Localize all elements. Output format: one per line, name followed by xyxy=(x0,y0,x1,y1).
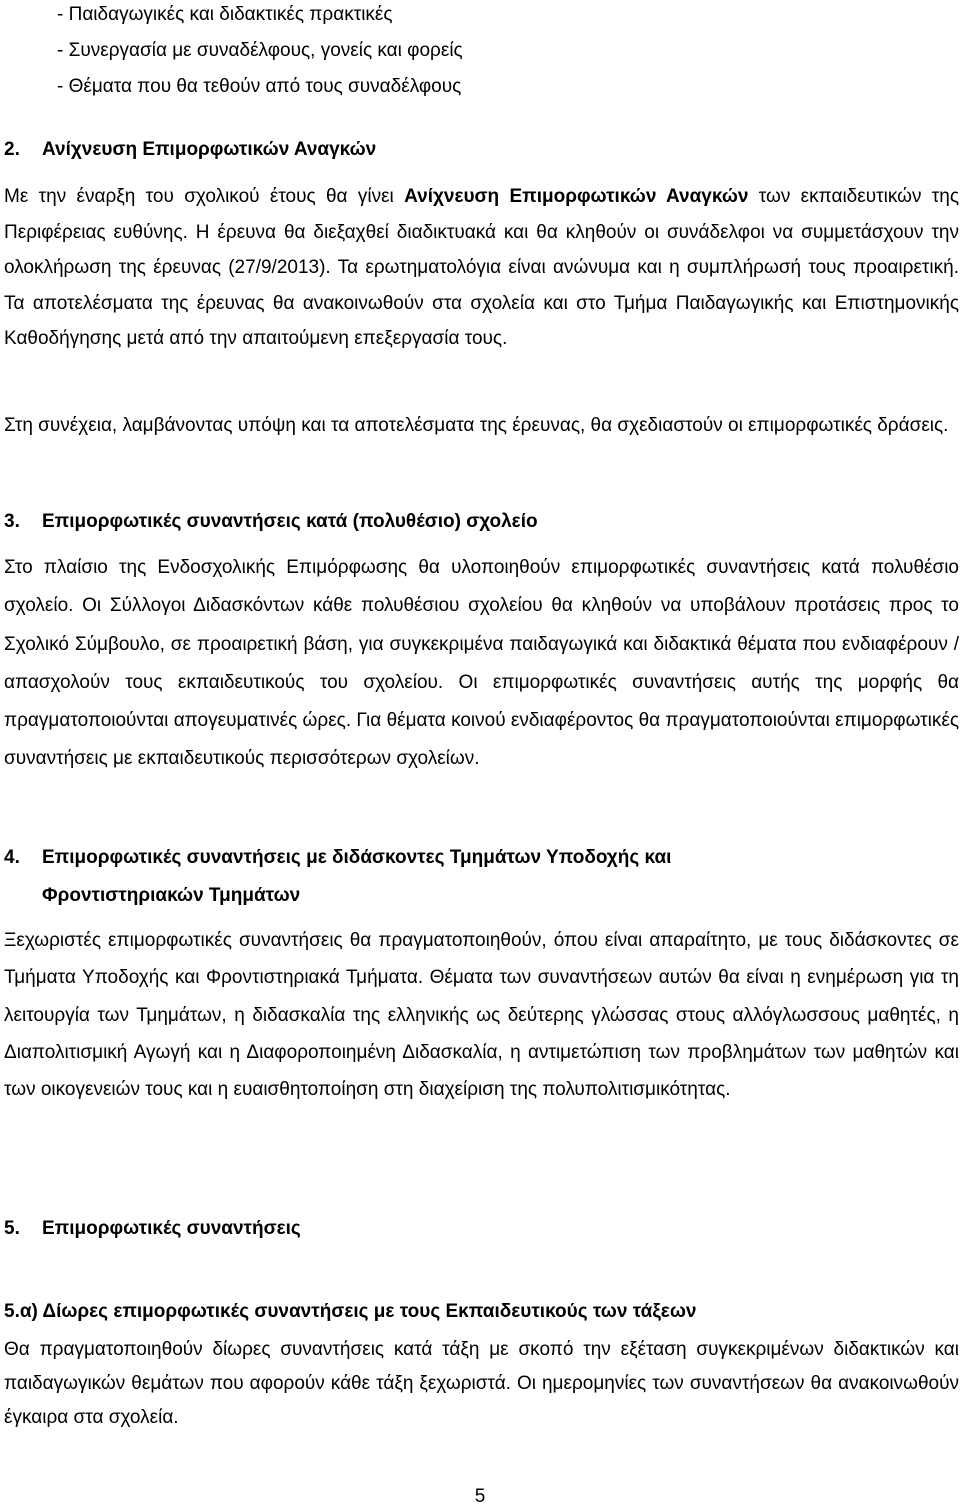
section-2-paragraph-2 xyxy=(4,408,959,444)
bullet-list xyxy=(57,0,937,108)
section-4-paragraph xyxy=(4,922,959,1108)
section-4-heading xyxy=(4,843,671,911)
section-title: 5.α) Δίωρες επιμορφωτικές συναντήσεις με τους Εκπαιδευτικούς των τάξεων xyxy=(4,1301,697,1322)
section-title-continued: Φροντιστηριακών Τμημάτων xyxy=(42,885,301,906)
paragraph-text: Στο πλαίσιο της Ενδοσχολικής Επιμόρφωσης θα υλοποιηθούν επιμορφωτικές συναντήσεις κατά πολυθέσιο σχολείο. Οι Σύλλογοι Διδασκόντων κάθε πολυθέσιου σχολείου θα κληθούν να υποβάλουν προτάσεις προς το Σχολικό Σύμβουλο, σε προαιρετική βάση, για συγκεκριμένα παιδαγωγικά και διδακτικά θέματα που ενδιαφέρουν / απασχολούν τους εκπαιδευτικούς του σχολείου. Οι επιμορφωτικές συναντήσεις αυτής της μορφής θα πραγματοποιούνται απογευματινές ώρες. Για θέματα κοινού ενδιαφέροντος θα πραγματοποιούνται επιμορφωτικές συναντήσεις με εκπαιδευτικούς περισσότερων σχολείων. xyxy=(4,557,959,770)
section-2-paragraph xyxy=(4,179,959,357)
section-3-heading xyxy=(4,507,538,537)
section-5a-heading xyxy=(4,1297,696,1327)
section-5-heading xyxy=(4,1214,301,1244)
paragraph-text: Στη συνέχεια, λαμβάνοντας υπόψη και τα αποτελέσματα της έρευνας, θα σχεδιαστούν οι επιμορφωτικές δράσεις. xyxy=(4,415,949,436)
page-number: 5 xyxy=(474,1486,486,1507)
section-title: Επιμορφωτικές συναντήσεις κατά (πολυθέσιο) σχολείο xyxy=(42,511,538,532)
list-item: - Θέματα που θα τεθούν από τους συναδέλφους xyxy=(57,76,462,97)
section-number: 2. xyxy=(4,139,20,160)
section-number: 3. xyxy=(4,511,20,532)
section-2-heading xyxy=(4,135,376,165)
section-number: 4. xyxy=(4,847,20,868)
section-number: 5. xyxy=(4,1218,20,1239)
section-5a-paragraph xyxy=(4,1333,959,1435)
section-title: Επιμορφωτικές συναντήσεις xyxy=(42,1218,301,1239)
paragraph-text: Θα πραγματοποιηθούν δίωρες συναντήσεις κατά τάξη με σκοπό την εξέταση συγκεκριμένων διδακτικών και παιδαγωγικών θεμάτων που αφορούν κάθε τάξη ξεχωριστά. Οι ημερομηνίες των συναντήσεων θα ανακοινωθούν έγκαιρα στα σχολεία. xyxy=(4,1339,959,1428)
paragraph-text: Ξεχωριστές επιμορφωτικές συναντήσεις θα πραγματοποιηθούν, όπου είναι απαραίτητο, με τους διδάσκοντες σε Τμήματα Υποδοχής και Φροντιστηριακά Τμήματα. Θέματα των συναντήσεων αυτών θα είναι η ενημέρωση για τη λειτουργία των Τμημάτων, η διδασκαλία της ελληνικής ως δεύτερης γλώσσας στους αλλόγλωσσους μαθητές, η Διαπολιτισμική Αγωγή και η Διαφοροποιημένη Διδασκαλία, η αντιμετώπιση των προβλημάτων των μαθητών και των οικογενειών τους και η ευαισθητοποίηση στη διαχείριση της πολυπολιτισμικότητας. xyxy=(4,930,959,1101)
section-title: Ανίχνευση Επιμορφωτικών Αναγκών xyxy=(42,139,377,160)
paragraph-text: των εκπαιδευτικών της Περιφέρειας ευθύνης. Η έρευνα θα διεξαχθεί διαδικτυακά και θα κληθούν οι συνάδελφοι να συμμετάσχουν την ολοκλήρωση της έρευνας (27/9/2013). Τα ερωτηματολόγια είναι ανώνυμα και η συμπλήρωσή τους προαιρετική. Τα αποτελέσματα της έρευνας θα ανακοινωθούν στα σχολεία και στο Τμήμα Παιδαγωγικής και Επιστημονικής Καθοδήγησης μετά από την απαιτούμενη επεξεργασία τους. xyxy=(4,186,960,349)
list-item: - Συνεργασία με συναδέλφους, γονείς και φορείς xyxy=(57,40,463,61)
paragraph-text: Με την έναρξη του σχολικού έτους θα γίνει xyxy=(4,186,405,207)
section-3-paragraph xyxy=(4,549,959,779)
section-title: Επιμορφωτικές συναντήσεις με διδάσκοντες Τμημάτων Υποδοχής και xyxy=(42,847,672,868)
list-item: - Παιδαγωγικές και διδακτικές πρακτικές xyxy=(57,4,393,25)
paragraph-emphasis: Ανίχνευση Επιμορφωτικών Αναγκών xyxy=(404,186,749,207)
